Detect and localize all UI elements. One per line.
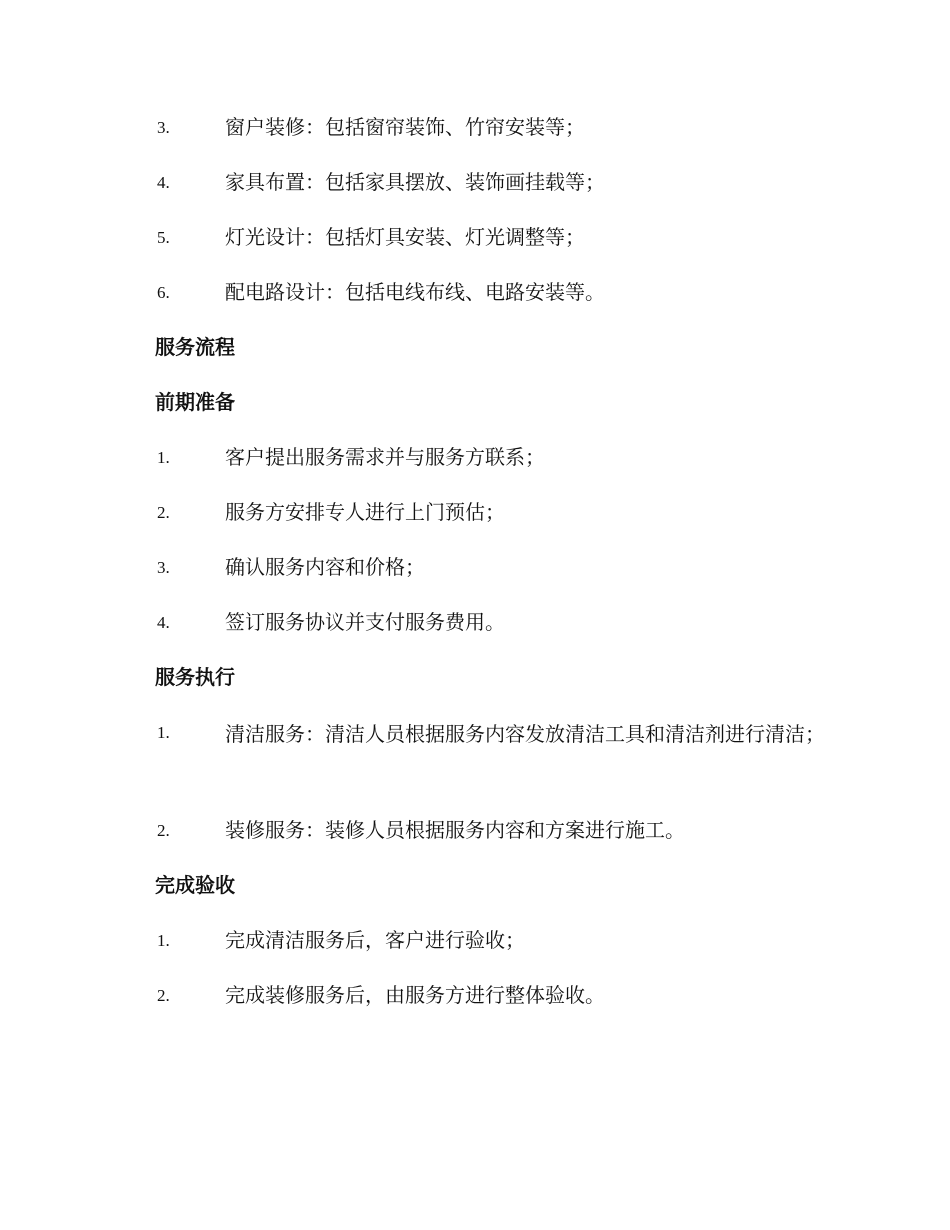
list-text: 确认服务内容和价格； — [225, 555, 425, 579]
list-text: 配电路设计：包括电线布线、电路安装等。 — [225, 280, 605, 304]
list-number: 4. — [157, 173, 170, 192]
list-text: 清洁服务：清洁人员根据服务内容发放清洁工具和清洁剂进行清洁； — [225, 722, 825, 746]
list-text: 完成装修服务后，由服务方进行整体验收。 — [225, 983, 605, 1007]
document-content — [0, 100, 950, 1023]
list-number: 1. — [157, 448, 170, 467]
list-number: 1. — [157, 723, 170, 742]
list-item — [0, 485, 950, 540]
section-heading-execution: 服务执行 — [155, 665, 235, 689]
list-number: 6. — [157, 283, 170, 302]
list-number: 5. — [157, 228, 170, 247]
list-text: 装修服务：装修人员根据服务内容和方案进行施工。 — [225, 818, 685, 842]
list-item — [0, 913, 950, 968]
list-text: 签订服务协议并支付服务费用。 — [225, 610, 505, 634]
list-item — [0, 265, 950, 320]
list-text: 服务方安排专人进行上门预估； — [225, 500, 505, 524]
section-heading-preparation: 前期准备 — [155, 390, 235, 414]
list-text: 家具布置：包括家具摆放、装饰画挂载等； — [225, 170, 605, 194]
list-number: 2. — [157, 503, 170, 522]
list-text: 灯光设计：包括灯具安装、灯光调整等； — [225, 225, 585, 249]
list-number: 3. — [157, 118, 170, 137]
list-text: 客户提出服务需求并与服务方联系； — [225, 445, 545, 469]
list-item — [0, 595, 950, 650]
list-number: 3. — [157, 558, 170, 577]
list-item — [0, 430, 950, 485]
list-number: 2. — [157, 821, 170, 840]
list-number: 2. — [157, 986, 170, 1005]
list-item — [0, 803, 950, 858]
list-text: 窗户装修：包括窗帘装饰、竹帘安装等； — [225, 115, 585, 139]
list-text: 完成清洁服务后，客户进行验收； — [225, 928, 525, 952]
list-number: 1. — [157, 931, 170, 950]
section-heading-acceptance: 完成验收 — [155, 873, 235, 897]
list-number: 4. — [157, 613, 170, 632]
list-item — [0, 540, 950, 595]
list-item — [0, 210, 950, 265]
list-item — [0, 705, 950, 803]
list-item — [0, 968, 950, 1023]
list-item — [0, 155, 950, 210]
list-item — [0, 100, 950, 155]
section-heading-service-flow: 服务流程 — [155, 335, 235, 359]
